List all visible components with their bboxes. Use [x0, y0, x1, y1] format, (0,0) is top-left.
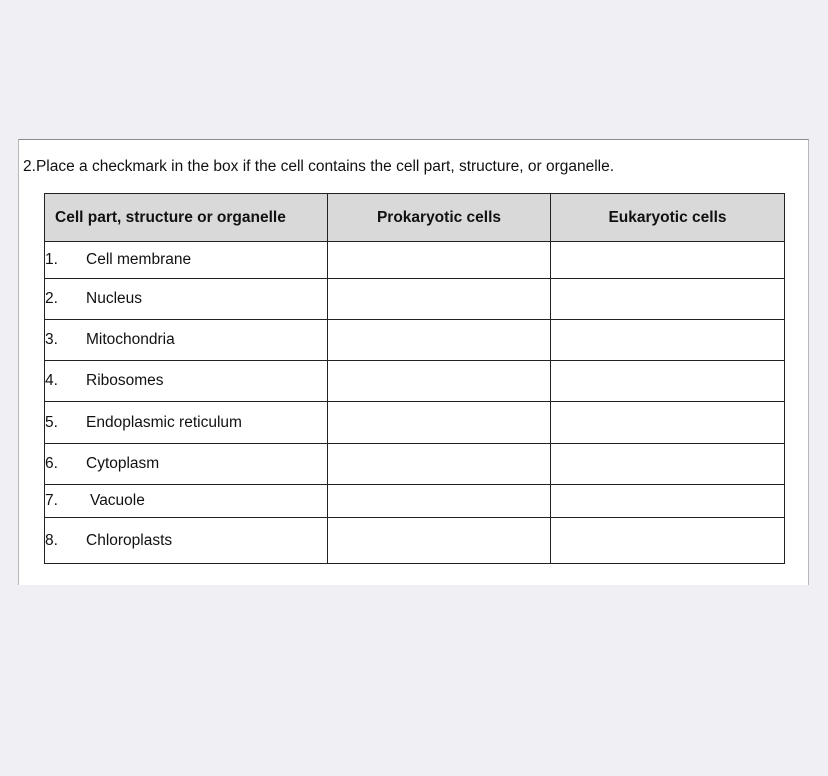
eukaryotic-checkbox-cell[interactable] [551, 485, 785, 518]
worksheet-page [18, 139, 809, 585]
cell-parts-table [44, 193, 785, 564]
prokaryotic-checkbox-cell[interactable] [328, 444, 551, 485]
row-number: 8. [45, 531, 58, 549]
row-label: Ribosomes [86, 372, 164, 389]
row-number: 4. [45, 372, 58, 389]
cell-part-name [45, 402, 328, 444]
eukaryotic-checkbox-cell[interactable] [551, 518, 785, 564]
eukaryotic-checkbox-cell[interactable] [551, 444, 785, 485]
row-label: Chloroplasts [86, 531, 173, 549]
cell-part-name [45, 320, 328, 361]
cell-part-name [45, 518, 328, 564]
cell-part-name [45, 279, 328, 320]
eukaryotic-checkbox-cell[interactable] [551, 320, 785, 361]
prokaryotic-checkbox-cell[interactable] [328, 320, 551, 361]
eukaryotic-checkbox-cell[interactable] [551, 279, 785, 320]
question-number: 2. [23, 158, 36, 175]
row-number: 2. [45, 290, 58, 307]
question-prompt: Place a checkmark in the box if the cell contains the cell part, structure, or organelle. [35, 158, 615, 175]
prokaryotic-checkbox-cell[interactable] [328, 485, 551, 518]
row-number: 7. [45, 492, 58, 509]
row-label: Cytoplasm [86, 455, 160, 472]
row-label: Cell membrane [86, 251, 192, 268]
header-eukaryotic: Eukaryotic cells [551, 194, 785, 242]
prokaryotic-checkbox-cell[interactable] [328, 402, 551, 444]
table-row [45, 402, 785, 444]
row-number: 1. [45, 251, 58, 268]
cell-part-name [45, 242, 328, 279]
eukaryotic-checkbox-cell[interactable] [551, 361, 785, 402]
table-header-row [45, 194, 785, 242]
prokaryotic-checkbox-cell[interactable] [328, 361, 551, 402]
eukaryotic-checkbox-cell[interactable] [551, 402, 785, 444]
table-row [45, 518, 785, 564]
eukaryotic-checkbox-cell[interactable] [551, 242, 785, 279]
table-row [45, 485, 785, 518]
header-prokaryotic: Prokaryotic cells [328, 194, 551, 242]
prokaryotic-checkbox-cell[interactable] [328, 242, 551, 279]
table-row [45, 279, 785, 320]
question-text [23, 158, 614, 176]
row-label: Nucleus [86, 290, 142, 307]
row-number: 6. [45, 455, 58, 472]
table-row [45, 361, 785, 402]
prokaryotic-checkbox-cell[interactable] [328, 279, 551, 320]
row-number: 5. [45, 413, 58, 431]
table-row [45, 320, 785, 361]
cell-part-name [45, 485, 328, 518]
cell-part-name [45, 361, 328, 402]
table-row [45, 444, 785, 485]
header-cell-part: Cell part, structure or organelle [45, 194, 328, 242]
row-label: Endoplasmic reticulum [86, 413, 242, 431]
cell-part-name [45, 444, 328, 485]
table-row [45, 242, 785, 279]
row-label: Vacuole [90, 492, 145, 509]
prokaryotic-checkbox-cell[interactable] [328, 518, 551, 564]
row-number: 3. [45, 331, 58, 348]
row-label: Mitochondria [86, 331, 175, 348]
